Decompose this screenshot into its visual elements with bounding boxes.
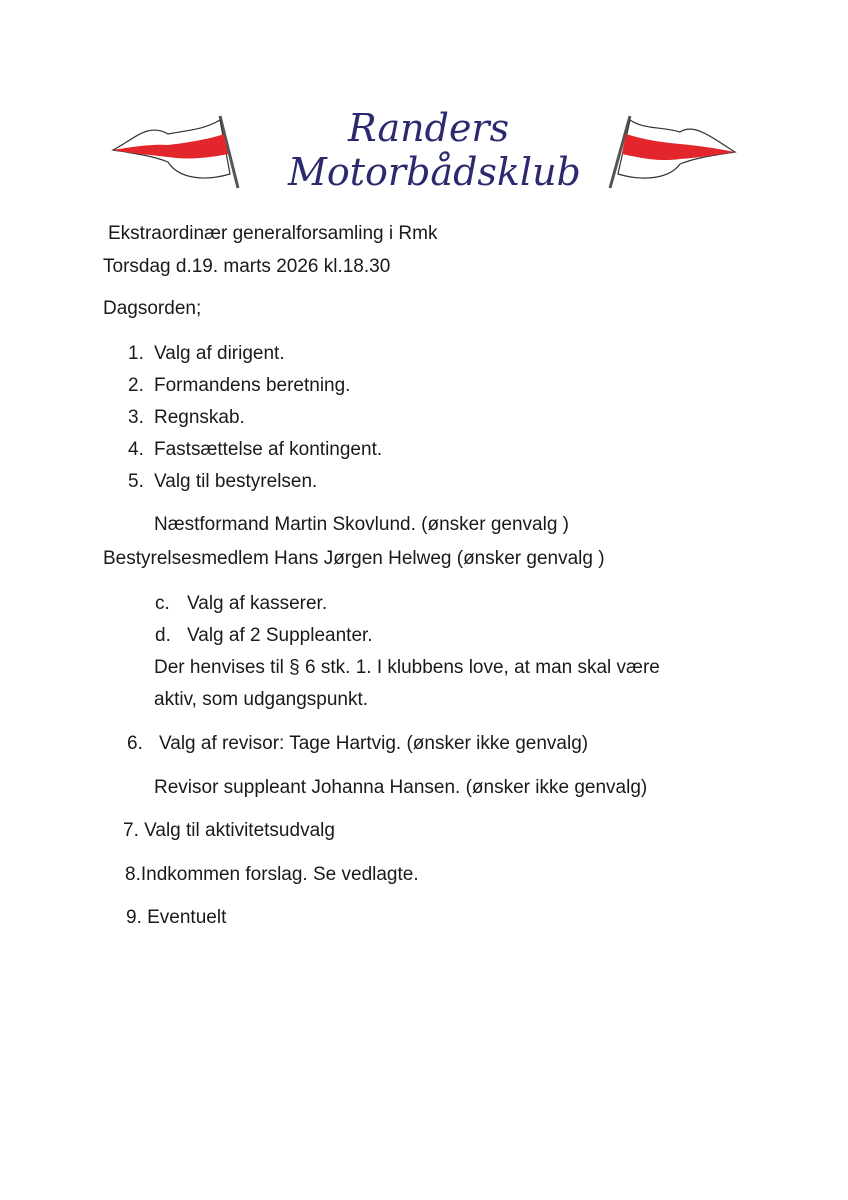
item-text: Valg til bestyrelsen. <box>154 471 318 492</box>
item-text: Fastsættelse af kontingent. <box>154 439 383 460</box>
list-item <box>128 439 383 461</box>
board-line-1: Næstformand Martin Skovlund. (ønsker genvalg ) <box>154 514 569 535</box>
list-item-7: 7. Valg til aktivitetsudvalg <box>123 820 335 841</box>
item-text: Valg af 2 Suppleanter. <box>187 625 373 646</box>
item-text: Valg af dirigent. <box>154 343 285 364</box>
list-item <box>155 625 373 647</box>
pennant-flag-left-icon <box>108 112 248 194</box>
item-number: 2. <box>128 375 144 396</box>
list-item <box>128 343 285 365</box>
item-number: 6. <box>127 733 143 754</box>
item-number: 4. <box>128 439 144 460</box>
logo-line-1: Randers <box>348 106 510 150</box>
board-line-2: Bestyrelsesmedlem Hans Jørgen Helweg (ønsker genvalg ) <box>103 548 605 569</box>
list-item <box>128 375 351 397</box>
list-item <box>155 593 328 615</box>
list-item <box>128 471 318 493</box>
list-item-8: 8.Indkommen forslag. Se vedlagte. <box>125 864 419 885</box>
item-number: 1. <box>128 343 144 364</box>
list-item-9: 9. Eventuelt <box>126 907 227 928</box>
item-number: 3. <box>128 407 144 428</box>
item-number: d. <box>155 625 171 646</box>
meeting-title: Ekstraordinær generalforsamling i Rmk <box>108 223 438 244</box>
note-line-2: aktiv, som udgangspunkt. <box>154 689 369 710</box>
pennant-flag-right-icon <box>600 112 740 194</box>
note-line-1: Der henvises til § 6 stk. 1. I klubbens love, at man skal være <box>154 657 660 678</box>
list-item <box>127 733 589 755</box>
item-number: c. <box>155 593 170 614</box>
logo-line-2: Motorbådsklub <box>288 150 581 194</box>
meeting-date: Torsdag d.19. marts 2026 kl.18.30 <box>103 256 391 277</box>
item-text: Formandens beretning. <box>154 375 351 396</box>
item-text: Regnskab. <box>154 407 245 428</box>
item-number: 5. <box>128 471 144 492</box>
agenda-label: Dagsorden; <box>103 298 202 319</box>
item-text: Valg af revisor: Tage Hartvig. (ønsker ikke genvalg) <box>159 733 589 754</box>
revisor-suppleant: Revisor suppleant Johanna Hansen. (ønsker ikke genvalg) <box>154 777 648 798</box>
item-text: Valg af kasserer. <box>187 593 328 614</box>
list-item <box>128 407 245 429</box>
